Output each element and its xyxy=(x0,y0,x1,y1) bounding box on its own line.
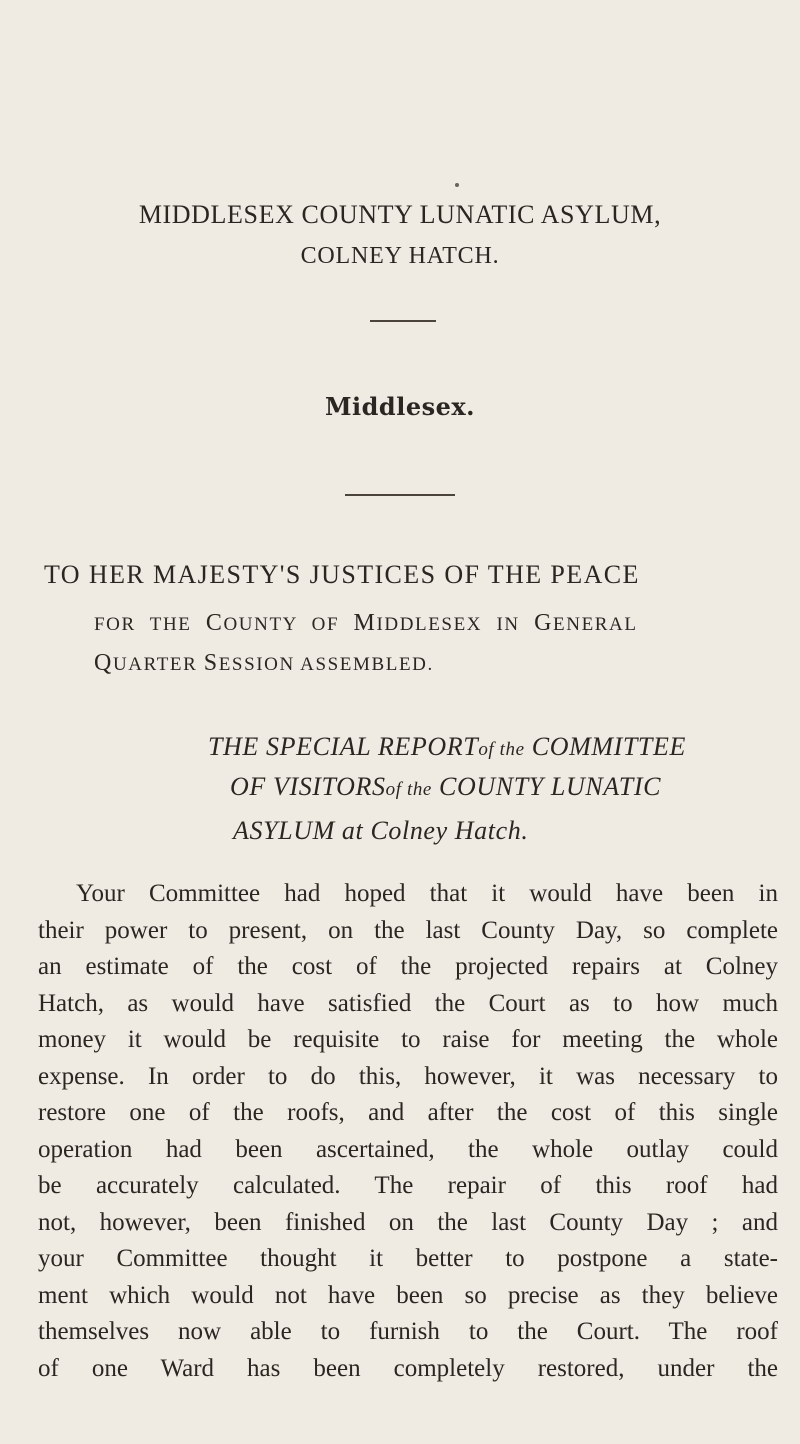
body-line: ment which would not have been so precise as they believe xyxy=(38,1281,778,1309)
body-line: money it would be requisite to raise for meeting the whole xyxy=(38,1026,778,1053)
report-title-line-1 xyxy=(208,732,686,762)
smallcaps-rest: OUNTY xyxy=(223,614,298,635)
address-word xyxy=(94,650,198,676)
address-word xyxy=(534,610,638,636)
initial-letter: G xyxy=(534,610,554,636)
body-line: their power to present, on the last County Day, so complete xyxy=(38,916,778,944)
initial-letter: M xyxy=(353,610,377,636)
smallcaps-rest: UARTER xyxy=(112,654,198,675)
body-line: operation had been ascertained, the whole outlay could xyxy=(38,1135,778,1163)
initial-letter: C xyxy=(205,610,224,636)
address-line-2 xyxy=(94,610,638,637)
address-word xyxy=(205,610,298,636)
address-line-1: TO HER MAJESTY'S JUSTICES OF THE PEACE xyxy=(44,560,640,589)
body-line: your Committee thought it better to postpone a state- xyxy=(38,1245,778,1272)
address-word: OF xyxy=(311,614,340,635)
paper-speck xyxy=(455,183,459,187)
page-title: MIDDLESEX COUNTY LUNATIC ASYLUM, xyxy=(138,200,662,229)
address-word xyxy=(353,610,483,636)
report-title-small: of the xyxy=(385,779,432,800)
divider-rule xyxy=(345,494,455,496)
body-line: expense. In order to do this, however, it was necessary to xyxy=(38,1062,778,1090)
address-word: THE xyxy=(149,614,192,635)
county-heading: Middlesex. xyxy=(324,392,476,421)
address-word: FOR xyxy=(94,614,136,635)
report-title-text: OF VISITORS xyxy=(230,772,386,801)
body-paragraph xyxy=(38,876,778,1387)
smallcaps-rest: ESSION xyxy=(218,654,295,675)
address-word: IN xyxy=(496,614,520,635)
address-word: ASSEMBLED. xyxy=(300,654,434,675)
body-line: Your Committee had hoped that it would have been in xyxy=(76,880,778,907)
divider-rule xyxy=(370,320,436,322)
body-line: an estimate of the cost of the projected repairs at Colney xyxy=(38,953,778,980)
initial-letter: S xyxy=(203,650,219,676)
address-line-3 xyxy=(94,650,434,677)
report-title-text: COUNTY LUNATIC xyxy=(431,772,662,801)
report-title-text: COMMITTEE xyxy=(524,732,686,761)
report-title-line-2 xyxy=(230,772,661,802)
page-subtitle: COLNEY HATCH. xyxy=(300,243,500,269)
initial-letter: Q xyxy=(94,650,113,676)
smallcaps-rest: IDDLESEX xyxy=(376,614,483,635)
address-word xyxy=(203,650,295,676)
body-line: be accurately calculated. The repair of this roof had xyxy=(38,1172,778,1199)
body-line: themselves now able to furnish to the Court. The roof xyxy=(38,1318,778,1345)
body-line: restore one of the roofs, and after the cost of this single xyxy=(38,1099,778,1126)
smallcaps-rest: ENERAL xyxy=(553,614,638,635)
report-title-text: THE SPECIAL REPORT xyxy=(208,732,479,761)
report-title-small: of the xyxy=(478,739,525,760)
body-line: not, however, been finished on the last County Day ; and xyxy=(38,1208,778,1236)
body-line: Hatch, as would have satisfied the Court as to how much xyxy=(38,989,778,1017)
report-title-line-3: ASYLUM at Colney Hatch. xyxy=(233,816,529,845)
body-line: of one Ward has been completely restored, under the xyxy=(38,1354,778,1382)
